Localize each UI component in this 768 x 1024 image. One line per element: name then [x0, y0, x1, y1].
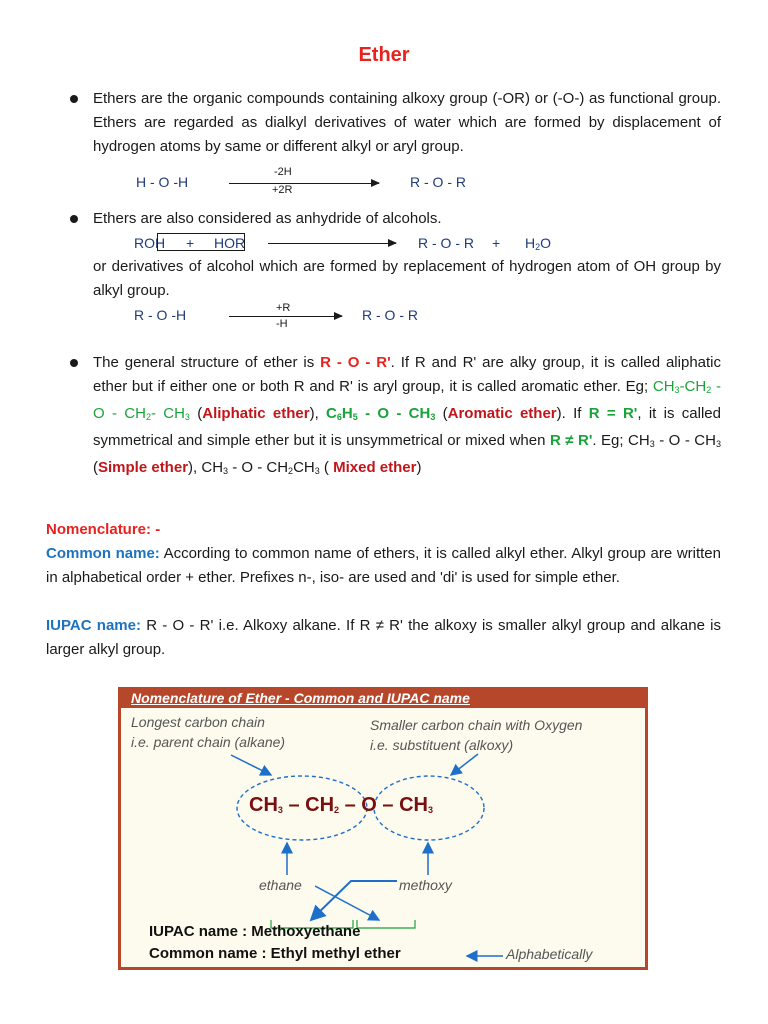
- eq1-arrow: [229, 183, 379, 184]
- arrow-methoxy-to-name: [311, 881, 397, 920]
- eq2-water-box: [157, 233, 245, 251]
- eq3-reactant: R - O -H: [134, 307, 187, 323]
- water-sub: 2: [535, 242, 541, 252]
- common-name-text: According to common name of ethers, it is called alkyl ether. Alkyl group are written in alphabetical order + ether. Prefixes n-, iso- are used and 'di' is used for simple ether.: [46, 545, 721, 586]
- aromatic-formula: $C_6H_5$ - O - $CH_3$: [326, 405, 436, 422]
- paragraph-alcohol-derivative: or derivatives of alcohol which are formed by replacement of hydrogen atom of OH group by alkyl group.: [93, 258, 721, 299]
- note-substituent: Smaller carbon chain with Oxygen i.e. substituent (alkoxy): [370, 717, 583, 753]
- eq2-reactant-b: HOR: [214, 235, 246, 251]
- iupac-name-paragraph: [46, 614, 721, 662]
- common-name-label: Common name:: [46, 545, 160, 562]
- eq3-product: R - O - R: [362, 307, 418, 323]
- eq1-condition-top: -2H: [274, 166, 292, 178]
- page-title: Ether: [358, 44, 410, 66]
- water-o: O: [540, 235, 552, 251]
- arrow-substituent: [451, 754, 478, 775]
- aliphatic-label: Aliphatic ether: [202, 405, 310, 422]
- iupac-name-line: IUPAC name : Methoxyethane: [149, 923, 361, 940]
- eq2-water: [525, 235, 551, 252]
- water-h: H: [525, 235, 536, 251]
- figure-title: Nomenclature of Ether - Common and IUPAC name: [131, 690, 470, 706]
- mixed-ether-label: Mixed ether: [333, 459, 417, 476]
- bullet-point: [70, 215, 78, 223]
- eq3-arrow: [229, 316, 342, 317]
- aromatic-label: Aromatic ether: [447, 405, 557, 422]
- iupac-name-text: R - O - R' i.e. Alkoxy alkane. If R ≠ R' the alkoxy is smaller alkyl group and alkane is larger alkyl group.: [46, 617, 721, 658]
- eq2-plus: +: [186, 235, 195, 251]
- text: . If R and R' are alky group, it is called aliphatic ether but if either one or both R and R' is aryl group, it is called aromatic ether. Eg;: [93, 354, 721, 395]
- iupac-name-label: IUPAC name:: [46, 617, 141, 634]
- bullet-point: [70, 95, 78, 103]
- common-name-line: Common name : Ethyl methyl ether: [149, 945, 401, 962]
- aliphatic-formula: $CH_3-CH_2$ - O - $CH_2-$ $CH_3$: [93, 378, 721, 422]
- unsymmetric-condition: R ≠ R': [549, 432, 593, 449]
- paragraph-ether-definition: Ethers are the organic compounds containing alkoxy group (-OR) or (-O-) as functional group. Ethers are regarded as dialkyl derivatives of water which are formed by displacement of hydrogen atoms by same or different alkyl or aryl group.: [93, 90, 721, 155]
- symmetric-condition: R = R': [588, 405, 638, 422]
- label-methoxy: methoxy: [399, 877, 452, 893]
- bracket-ethane: [357, 920, 415, 928]
- eq1-reactant: H - O -H: [136, 174, 189, 190]
- text: The general structure of ether is: [93, 354, 321, 371]
- eq1-product: R - O - R: [410, 174, 466, 190]
- eq2-arrow: [268, 243, 396, 244]
- eq3-condition-top: +R: [276, 302, 291, 314]
- arrow-parent-chain: [231, 755, 271, 775]
- eq2-reactant-a: ROH: [134, 235, 166, 251]
- eq2-product: R - O - R: [418, 235, 474, 251]
- nomenclature-heading: Nomenclature: -: [46, 521, 161, 538]
- eq3-condition-bottom: -H: [276, 318, 288, 330]
- simple-ether-label: Simple ether: [98, 459, 189, 476]
- label-ethane: ethane: [259, 877, 302, 893]
- nomenclature-figure: [118, 687, 648, 970]
- ether-formula: $CH_3 - CH_2$ – O – $CH_3$: [249, 794, 433, 816]
- general-formula: R - O - R': [320, 354, 391, 371]
- paragraph-anhydride: Ethers are also considered as anhydride of alcohols.: [93, 210, 442, 227]
- common-name-paragraph: [46, 542, 721, 590]
- note-parent-chain: Longest carbon chain i.e. parent chain (alkane): [131, 714, 286, 750]
- label-alphabetically: Alphabetically: [506, 946, 593, 962]
- eq1-condition-bottom: +2R: [272, 184, 293, 196]
- paragraph-general-structure: The general structure of ether is R - O - R'. If R and R' are alky group, it is called aliphatic ether but if either one or both R and R' is aryl group, it is called aromatic ether. Eg; $CH_3-CH_2$ - O - $CH_2-$ $CH_3$ (Aliphatic ether), $C_6H_5$ - O - $CH_3$ (Aromatic ether). If R = R', it is called symmetrical and simple ether but it is unsymmetrical or mixed when R ≠ R'. Eg; $CH_3$ - O - $CH_3$ (Simple ether), $CH_3$ - O - $CH_2CH_3$ ( Mixed ether): [93, 354, 721, 476]
- arrow-ethane-to-name: [315, 886, 379, 920]
- bullet-point: [70, 359, 78, 367]
- eq2-plus-2: +: [492, 235, 501, 251]
